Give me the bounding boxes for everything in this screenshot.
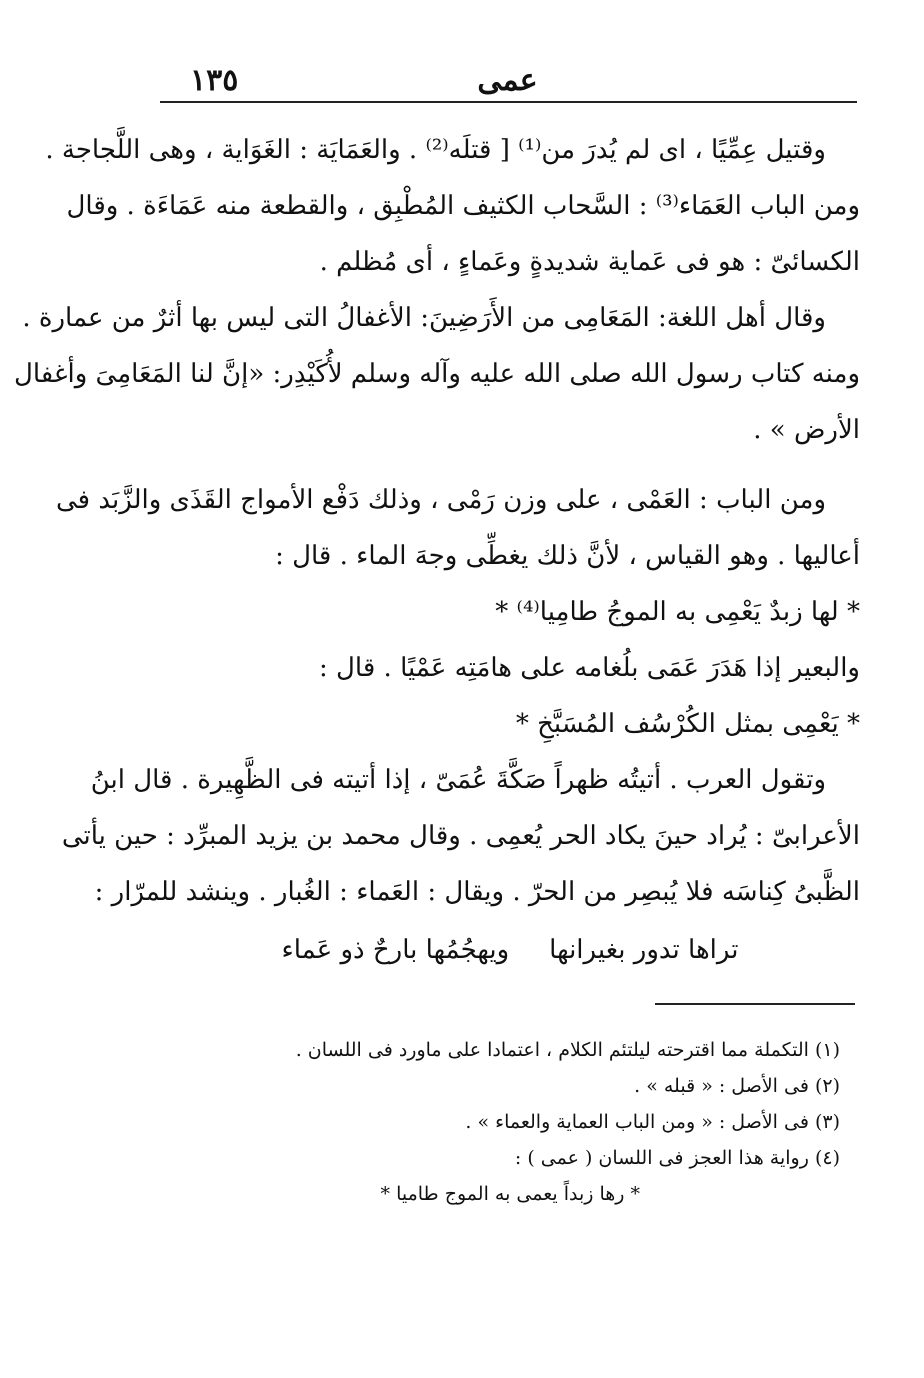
poem-couplet xyxy=(160,920,860,980)
main-text xyxy=(13,122,860,980)
verse-line: * لها زبدٌ يَعْمِى به الموجُ طامِيا⁽⁴⁾ * xyxy=(495,597,860,627)
footnote-divider xyxy=(655,1003,855,1005)
paragraph-gap xyxy=(160,458,860,472)
text-line: الظَّبىُ كِناسَه فلا يُبصِر من الحرّ . ويقال : العَماء : الغُبار . وينشد للمرّار : xyxy=(94,877,860,907)
header-divider xyxy=(160,101,857,103)
text-line: الأرض » . xyxy=(753,415,860,445)
text-line: أعاليها . وهو القياس ، لأنَّ ذلك يغطِّى وجهَ الماء . قال : xyxy=(275,541,860,571)
footnote: (٤) رواية هذا العجز فى اللسان ( عمى ) : xyxy=(514,1147,840,1169)
page-header xyxy=(160,55,855,99)
text-line: وتقول العرب . أتيتُه ظهراً صَكَّةَ عُمَىّ ، إذا أتيته فى الظَّهِيرة . قال ابنُ xyxy=(90,765,826,795)
text-line: وقتيل عِمِّيًا ، اى لم يُدرَ من⁽¹⁾ [ قتلَه⁽²⁾ . والعَمَايَة : الغَوَاية ، وهى اللَّجاجة . xyxy=(45,135,826,165)
text-line: والبعير إذا هَدَرَ عَمَى بلُغامه على هامَتِه عَمْيًا . قال : xyxy=(319,653,860,683)
entry-headword: عمى xyxy=(477,63,538,98)
text-line: الأعرابىّ : يُراد حينَ يكاد الحر يُعمِى . وقال محمد بن يزيد المبرِّد : حين يأتى xyxy=(61,821,860,851)
couplet-first-hemistich: تراها تدور بغيرانها xyxy=(549,935,739,965)
text-line: ومن الباب العَمَاء⁽³⁾ : السَّحاب الكثيف المُطْبِق ، والقطعة منه عَمَاءَة . وقال xyxy=(66,191,860,221)
footnote-verse: * رها زبداً يعمى به الموج طاميا * xyxy=(380,1183,640,1205)
text-line: ومنه كتاب رسول الله صلى الله عليه وآله وسلم لأُكَيْدِر: «إنَّ لنا المَعَامِىَ وأغفال xyxy=(13,359,860,389)
footnote: (١) التكملة مما اقترحته ليلتئم الكلام ، اعتمادا على ماورد فى اللسان . xyxy=(295,1039,840,1061)
footnotes xyxy=(295,1032,840,1212)
footnote: (٢) فى الأصل : « قبله » . xyxy=(634,1075,840,1097)
couplet-second-hemistich: ويهجُمُها بارحٌ ذو عَماء xyxy=(281,935,510,965)
text-line: وقال أهل اللغة: المَعَامِى من الأَرَضِينَ: الأغفالُ التى ليس بها أثرٌ من عمارة . xyxy=(22,303,826,333)
text-line: الكسائىّ : هو فى عَماية شديدةٍ وعَماءٍ ، أى مُظلم . xyxy=(319,247,860,277)
text-line: ومن الباب : العَمْى ، على وزن رَمْى ، وذلك دَفْع الأمواج القَذَى والزَّبَد فى xyxy=(55,485,826,515)
footnote: (٣) فى الأصل : « ومن الباب العماية والعماء » . xyxy=(465,1111,840,1133)
verse-line: * يَعْمِى بمثل الكُرْسُف المُسَبَّخِ * xyxy=(515,709,860,739)
page-number: ١٣٥ xyxy=(190,63,239,98)
